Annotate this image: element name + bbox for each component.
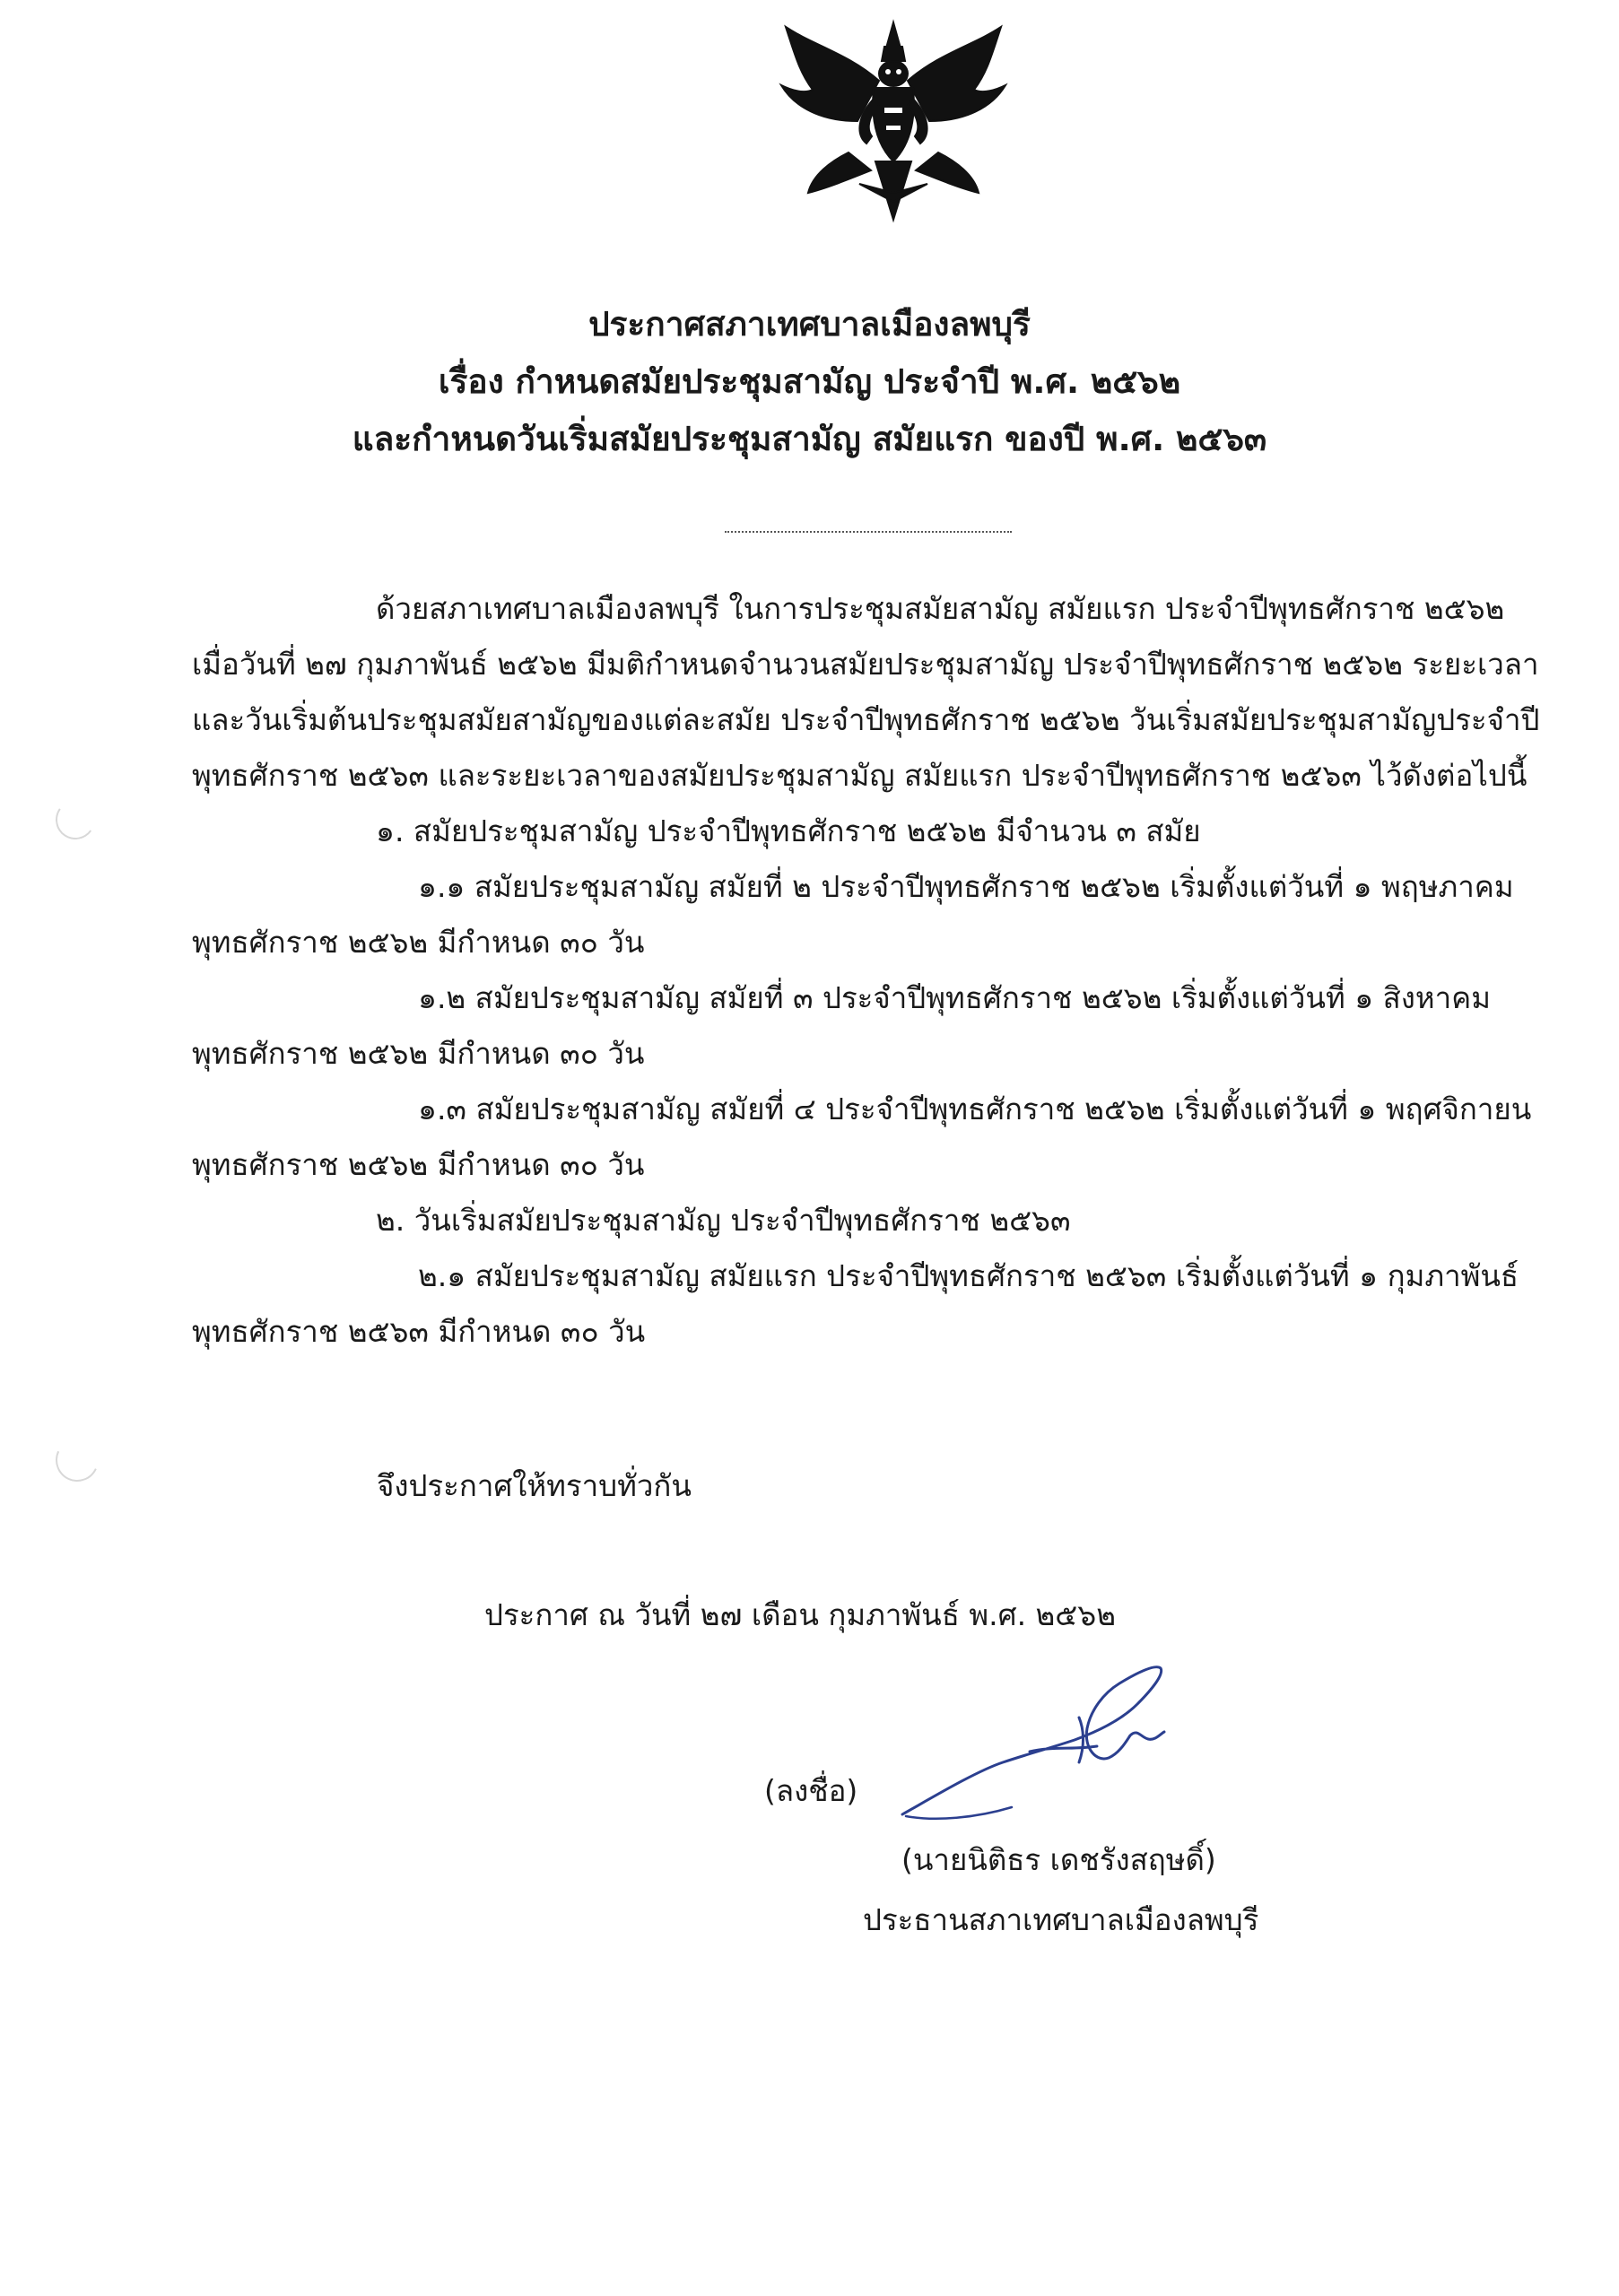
item-1-1-line-2: พุทธศักราช ๒๕๖๒ มีกำหนด ๓๐ วัน (192, 925, 645, 960)
item-2-1-line-1: ๒.๑ สมัยประชุมสามัญ สมัยแรก ประจำปีพุทธศักราช ๒๕๖๓ เริ่มตั้งแต่วันที่ ๑ กุมภาพันธ์ (418, 1258, 1519, 1293)
title-divider (725, 531, 1012, 533)
item-1-1-line-1: ๑.๑ สมัยประชุมสามัญ สมัยที่ ๒ ประจำปีพุทธศักราช ๒๕๖๒ เริ่มตั้งแต่วันที่ ๑ พฤษภาคม (418, 869, 1514, 904)
item-1-2-line-2: พุทธศักราช ๒๕๖๒ มีกำหนด ๓๐ วัน (192, 1036, 645, 1071)
intro-line-2: เมื่อวันที่ ๒๗ กุมภาพันธ์ ๒๕๖๒ มีมติกำหนดจำนวนสมัยประชุมสามัญ ประจำปีพุทธศักราช ๒๕๖๒ ระยะเวลา (192, 647, 1539, 682)
conclusion-text: จึงประกาศให้ทราบทั่วกัน (377, 1468, 692, 1503)
intro-paragraph (192, 581, 1540, 1360)
title-line-3: และกำหนดวันเริ่มสมัยประชุมสามัญ สมัยแรก ของปี พ.ศ. ๒๕๖๓ (352, 420, 1267, 458)
item-2-1-line-2: พุทธศักราช ๒๕๖๓ มีกำหนด ๓๐ วัน (192, 1314, 646, 1349)
signed-label: (ลงชื่อ) (764, 1773, 858, 1808)
intro-line-4: พุทธศักราช ๒๕๖๓ และระยะเวลาของสมัยประชุมสามัญ สมัยแรก ประจำปีพุทธศักราช ๒๕๖๓ ไว้ดังต่อไปนี้ (192, 758, 1528, 793)
intro-line-1: ด้วยสภาเทศบาลเมืองลพบุรี ในการประชุมสมัยสามัญ สมัยแรก ประจำปีพุทธศักราช ๒๕๖๒ (376, 591, 1505, 626)
announcement-title (0, 296, 1619, 468)
punch-hole-mark (49, 1432, 105, 1488)
title-line-1: ประกาศสภาเทศบาลเมืองลพบุรี (588, 305, 1031, 344)
garuda-emblem-icon (759, 18, 1028, 224)
item-1-3-line-2: พุทธศักราช ๒๕๖๒ มีกำหนด ๓๐ วัน (192, 1147, 645, 1182)
item-1: ๑. สมัยประชุมสามัญ ประจำปีพุทธศักราช ๒๕๖๒ มีจำนวน ๓ สมัย (376, 813, 1201, 848)
punch-hole-mark (53, 797, 99, 843)
title-line-2: เรื่อง กำหนดสมัยประชุมสามัญ ประจำปี พ.ศ. ๒๕๖๒ (438, 362, 1181, 401)
item-2: ๒. วันเริ่มสมัยประชุมสามัญ ประจำปีพุทธศักราช ๒๕๖๓ (376, 1203, 1071, 1238)
item-1-3-line-1: ๑.๓ สมัยประชุมสามัญ สมัยที่ ๔ ประจำปีพุทธศักราช ๒๕๖๒ เริ่มตั้งแต่วันที่ ๑ พฤศจิกายน (418, 1091, 1532, 1126)
signatory-name: (นายนิติธร เดชรังสฤษดิ์) (901, 1842, 1216, 1877)
signatory-position: ประธานสภาเทศบาลเมืองลพบุรี (863, 1902, 1259, 1937)
item-1-2-line-1: ๑.๒ สมัยประชุมสามัญ สมัยที่ ๓ ประจำปีพุทธศักราช ๒๕๖๒ เริ่มตั้งแต่วันที่ ๑ สิงหาคม (418, 980, 1491, 1015)
announcement-date: ประกาศ ณ วันที่ ๒๗ เดือน กุมภาพันธ์ พ.ศ. ๒๕๖๒ (484, 1597, 1116, 1632)
intro-line-3: และวันเริ่มต้นประชุมสมัยสามัญของแต่ละสมัย ประจำปีพุทธศักราช ๒๕๖๒ วันเริ่มสมัยประชุมสามัญประจำปี (192, 702, 1540, 737)
signature (895, 1664, 1173, 1834)
